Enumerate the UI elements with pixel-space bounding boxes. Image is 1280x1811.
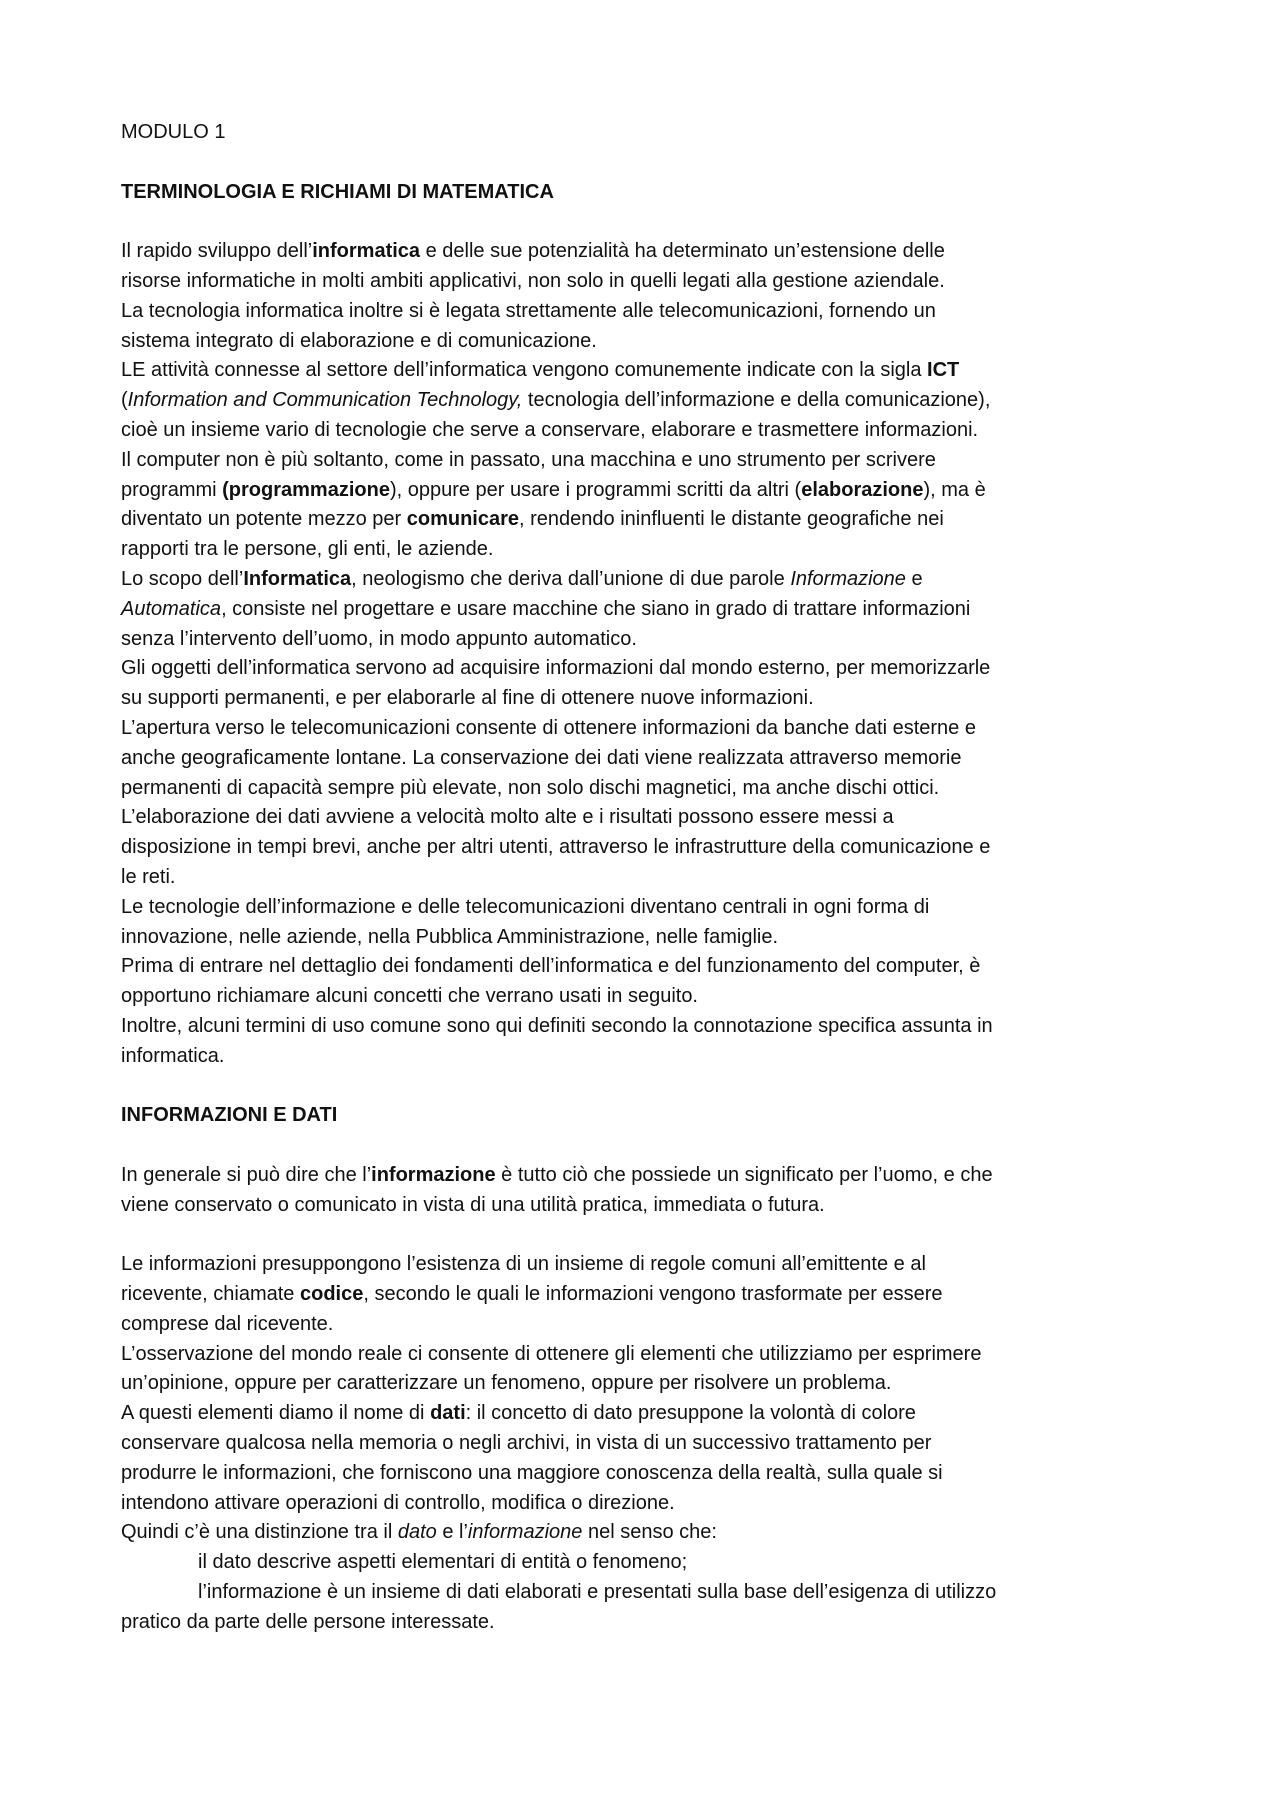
text-line: pratico da parte delle persone interessate.	[121, 1610, 495, 1633]
text-line: anche geograficamente lontane. La conservazione dei dati viene realizzata attraverso memorie	[121, 746, 962, 769]
text-line: cioè un insieme vario di tecnologie che serve a conservare, elaborare e trasmettere informazioni.	[121, 418, 979, 441]
text-line: Le informazioni presuppongono l’esistenza di un insieme di regole comuni all’emittente e al	[121, 1253, 926, 1276]
text-line: (Information and Communication Technology, tecnologia dell’informazione e della comunicazione),	[121, 389, 991, 412]
text-line: disposizione in tempi brevi, anche per altri utenti, attraverso le infrastrutture della comunicazione e	[121, 836, 991, 859]
section-heading: TERMINOLOGIA E RICHIAMI DI MATEMATICA	[121, 180, 554, 203]
text-line: Gli oggetti dell’informatica servono ad acquisire informazioni dal mondo esterno, per memorizzarle	[121, 657, 991, 680]
text-line: programmi (programmazione), oppure per usare i programmi scritti da altri (elaborazione), ma è	[121, 478, 986, 501]
text-line: un’opinione, oppure per caratterizzare un fenomeno, oppure per risolvere un problema.	[121, 1372, 892, 1395]
text-line: l’informazione è un insieme di dati elaborati e presentati sulla base dell’esigenza di utilizzo	[198, 1581, 997, 1604]
text-line: viene conservato o comunicato in vista di una utilità pratica, immediata o futura.	[121, 1193, 825, 1216]
text-line: risorse informatiche in molti ambiti applicativi, non solo in quelli legati alla gestione aziendale.	[121, 269, 945, 292]
text-line: diventato un potente mezzo per comunicare, rendendo ininfluenti le distante geografiche nei	[121, 508, 944, 531]
text-line: Lo scopo dell’Informatica, neologismo che deriva dall’unione di due parole Informazione e	[121, 567, 923, 590]
text-line: rapporti tra le persone, gli enti, le aziende.	[121, 538, 494, 561]
text-line: Il computer non è più soltanto, come in passato, una macchina e uno strumento per scrivere	[121, 448, 936, 471]
text-line: produrre le informazioni, che forniscono una maggiore conoscenza della realtà, sulla quale si	[121, 1461, 943, 1484]
text-line: La tecnologia informatica inoltre si è legata strettamente alle telecomunicazioni, fornendo un	[121, 299, 936, 322]
text-line: Automatica, consiste nel progettare e usare macchine che siano in grado di trattare informazioni	[121, 597, 971, 620]
text-line: le reti.	[121, 865, 176, 888]
text-line: comprese dal ricevente.	[121, 1312, 334, 1335]
text-line: intendono attivare operazioni di controllo, modifica o direzione.	[121, 1491, 675, 1514]
text-line: informatica.	[121, 1044, 225, 1067]
text-line: innovazione, nelle aziende, nella Pubblica Amministrazione, nelle famiglie.	[121, 925, 779, 948]
text-line: Inoltre, alcuni termini di uso comune sono qui definiti secondo la connotazione specifica assunta in	[121, 1014, 993, 1037]
text-line: conservare qualcosa nella memoria o negli archivi, in vista di un successivo trattamento per	[121, 1432, 932, 1455]
document-body	[121, 118, 1171, 1638]
text-line: ricevente, chiamate codice, secondo le quali le informazioni vengono trasformate per essere	[121, 1283, 943, 1306]
section-heading: INFORMAZIONI E DATI	[121, 1104, 338, 1127]
text-line: sistema integrato di elaborazione e di comunicazione.	[121, 329, 597, 352]
text-line: L’apertura verso le telecomunicazioni consente di ottenere informazioni da banche dati esterne e	[121, 716, 976, 739]
text-line: LE attività connesse al settore dell’informatica vengono comunemente indicate con la sigla ICT	[121, 359, 960, 382]
text-line: senza l’intervento dell’uomo, in modo appunto automatico.	[121, 627, 637, 650]
text-line: L’osservazione del mondo reale ci consente di ottenere gli elementi che utilizziamo per esprimere	[121, 1342, 982, 1365]
text-line: permanenti di capacità sempre più elevate, non solo dischi magnetici, ma anche dischi ottici.	[121, 776, 940, 799]
text-line: A questi elementi diamo il nome di dati: il concetto di dato presuppone la volontà di colore	[121, 1402, 916, 1425]
module-label: MODULO 1	[121, 121, 226, 143]
text-line: Il rapido sviluppo dell’informatica e delle sue potenzialità ha determinato un’estensione delle	[121, 240, 945, 263]
text-line: Quindi c’è una distinzione tra il dato e l’informazione nel senso che:	[121, 1521, 717, 1544]
text-line: su supporti permanenti, e per elaborarle al fine di ottenere nuove informazioni.	[121, 687, 814, 710]
text-line: In generale si può dire che l’informazione è tutto ciò che possiede un significato per l’uomo, e che	[121, 1163, 993, 1186]
text-line: il dato descrive aspetti elementari di entità o fenomeno;	[198, 1551, 688, 1574]
text-line: opportuno richiamare alcuni concetti che verrano usati in seguito.	[121, 985, 698, 1008]
text-line: Le tecnologie dell’informazione e delle telecomunicazioni diventano centrali in ogni forma di	[121, 895, 930, 918]
text-line: Prima di entrare nel dettaglio dei fondamenti dell’informatica e del funzionamento del computer, è	[121, 955, 981, 978]
text-line: L’elaborazione dei dati avviene a velocità molto alte e i risultati possono essere messi a	[121, 806, 894, 829]
